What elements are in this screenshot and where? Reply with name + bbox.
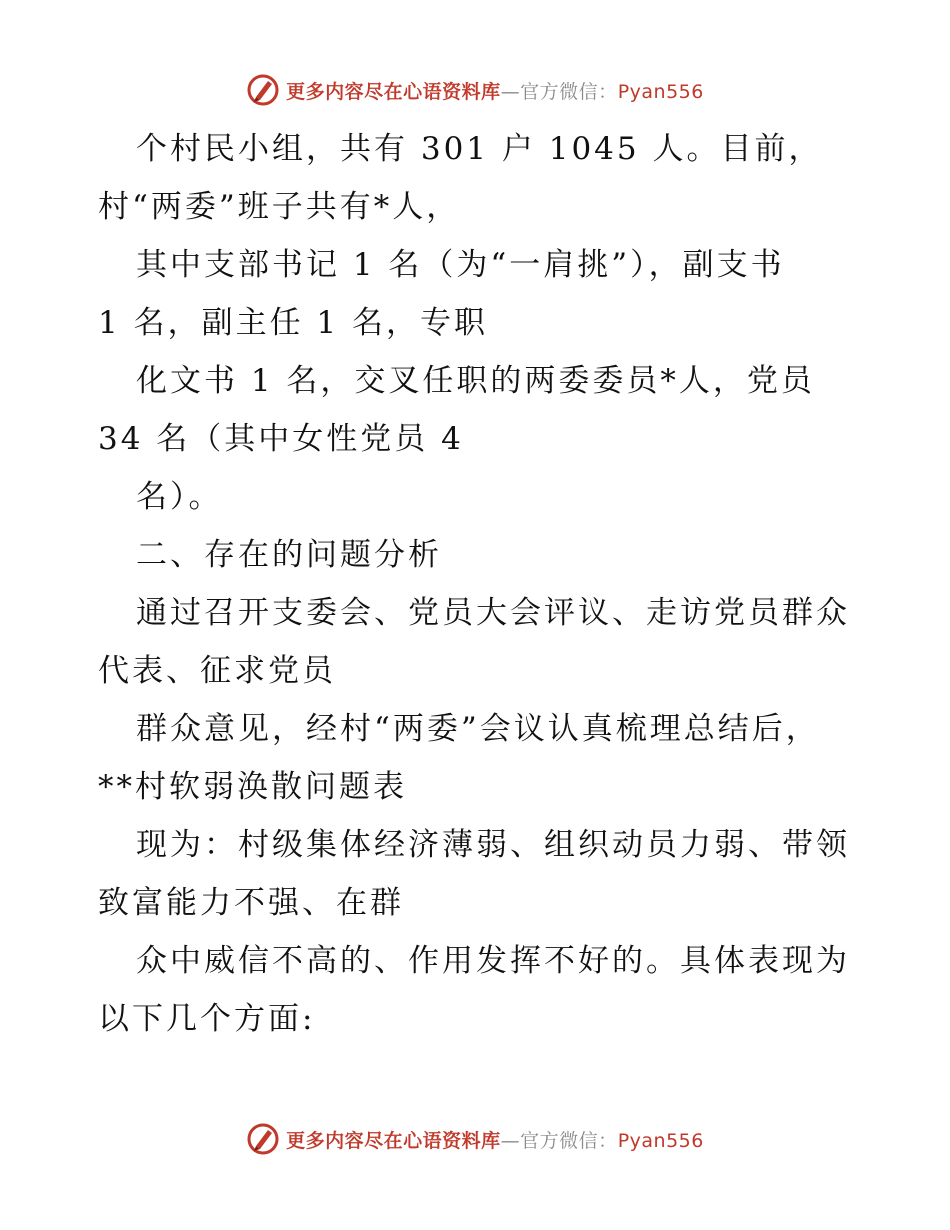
text-line: 以下几个方面: xyxy=(98,1001,316,1037)
text-line: 村“两委”班子共有*人， xyxy=(98,189,461,225)
watermark-text xyxy=(286,77,704,104)
body-text xyxy=(98,120,858,1048)
watermark-separator: —官方微信： xyxy=(500,80,618,103)
pen-circle-logo-icon xyxy=(246,73,280,107)
text-line: 群众意见，经村“两委”会议认真梳理总结后， xyxy=(136,711,820,747)
watermark-main: 更多内容尽在心语资料库 xyxy=(286,1129,501,1152)
watermark-text xyxy=(286,1126,704,1153)
text-line: 现为：村级集体经济薄弱、组织动员力弱、带领 xyxy=(136,827,850,863)
text-line: 其中支部书记 1 名（为“一肩挑”），副支书 xyxy=(136,247,785,283)
text-line: 众中威信不高的、作用发挥不好的。具体表现为 xyxy=(136,943,850,979)
text-line: 致富能力不强、在群 xyxy=(98,885,404,921)
text-line: 代表、征求党员 xyxy=(98,653,336,689)
text-line: 化文书 1 名，交叉任职的两委委员*人，党员 xyxy=(136,363,815,399)
watermark-separator: —官方微信： xyxy=(500,1129,618,1152)
section-heading: 二、存在的问题分析 xyxy=(136,537,442,573)
text-line: 34 名（其中女性党员 4 xyxy=(98,421,464,457)
text-line: 个村民小组，共有 301 户 1045 人。目前， xyxy=(136,131,823,167)
text-line: 名）。 xyxy=(136,479,223,515)
header-watermark xyxy=(0,70,950,110)
text-line: 通过召开支委会、党员大会评议、走访党员群众 xyxy=(136,595,850,631)
text-line: **村软弱涣散问题表 xyxy=(98,769,407,805)
watermark-code: Pyan556 xyxy=(617,80,704,103)
pen-circle-logo-icon xyxy=(246,1122,280,1156)
watermark-code: Pyan556 xyxy=(617,1129,704,1152)
text-line: 1 名，副主任 1 名，专职 xyxy=(98,305,489,341)
watermark-main: 更多内容尽在心语资料库 xyxy=(286,80,501,103)
footer-watermark xyxy=(0,1119,950,1159)
